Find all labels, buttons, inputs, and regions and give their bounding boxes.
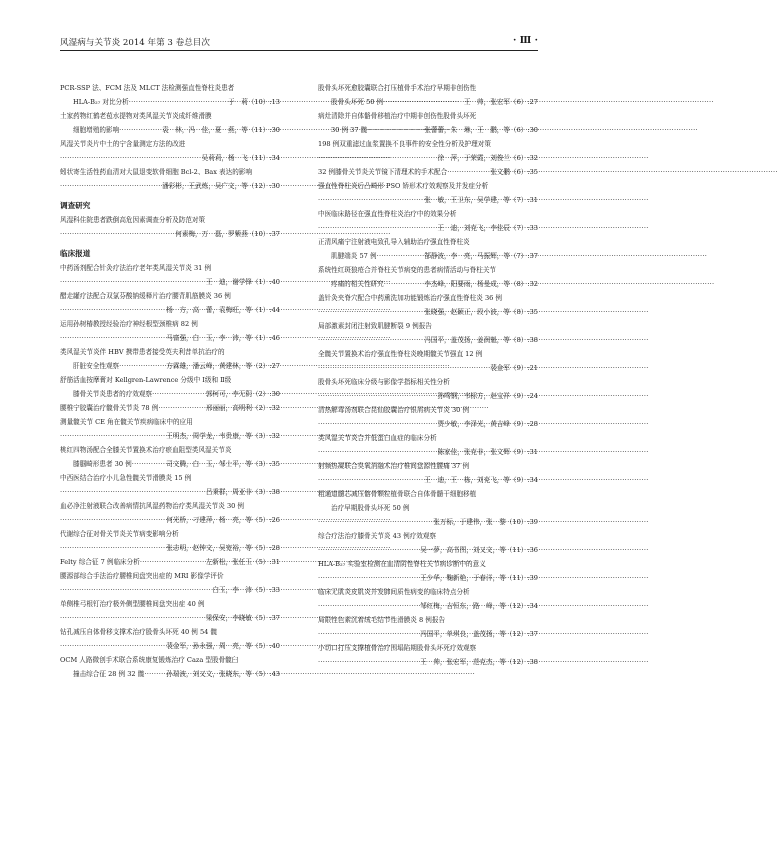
dot-leader bbox=[318, 361, 489, 375]
entry-title-line: 正清风痛宁注射液电致孔导入辅助治疗强直性脊柱炎 bbox=[318, 238, 470, 246]
dot-leader bbox=[318, 193, 423, 207]
entry-title-text: 膝骨关节炎患者的疗效观察 bbox=[73, 390, 153, 398]
author-issue-page: 陈家佳，张克非，张文辉（9）:31 bbox=[437, 448, 538, 456]
dot-leader bbox=[318, 599, 419, 613]
entry-title-line: 醋走罐疗法配合双氯芬酸钠缓释片治疗腰背肌筋膜炎 36 例 bbox=[60, 292, 231, 300]
dot-leader bbox=[60, 179, 161, 193]
entry-reference-line bbox=[318, 599, 538, 613]
dot-leader bbox=[318, 389, 436, 403]
entry-title-line: 粗通道髓芯减压髂骨颗粒植骨联合自体骨髓干细胞移植 bbox=[318, 490, 477, 498]
author-issue-page: 李杰峰，阳要雨，杨曼成，等（8）:32 bbox=[424, 280, 538, 288]
entry-title-line: 病灶清除并自体骼骨移植治疗中期非创伤性股骨头坏死 bbox=[318, 112, 477, 120]
entry-reference-line bbox=[60, 541, 280, 555]
dot-leader bbox=[318, 655, 419, 669]
entry-reference-line bbox=[318, 543, 538, 557]
dot-leader bbox=[318, 333, 423, 347]
entry-title-line: 测量髋关节 CE 角在髋关节疾病临床中的应用 bbox=[60, 418, 193, 426]
dot-leader bbox=[158, 401, 205, 415]
entry-reference-line bbox=[60, 583, 280, 597]
dot-leader bbox=[119, 123, 161, 137]
entry-reference-line bbox=[60, 151, 280, 165]
entry-title-line: 盖针灸夹脊穴配合中药熏洗加功能锻炼治疗强直性脊柱炎 36 例 bbox=[318, 294, 503, 302]
entry-reference-line bbox=[60, 555, 280, 569]
entry-title-line: 血必净注射液联合改善病情抗风湿药物治疗类风湿关节炎 30 例 bbox=[60, 502, 245, 510]
entry-reference-line bbox=[318, 417, 538, 431]
entry-reference-line bbox=[60, 359, 280, 373]
author-issue-page: 裴金军（9）:21 bbox=[490, 364, 538, 372]
dot-leader bbox=[318, 473, 423, 487]
entry-reference-line bbox=[318, 95, 538, 109]
dot-leader bbox=[60, 331, 165, 345]
entry-reference-line bbox=[60, 179, 280, 193]
entry-title-text: 肝脏安全性观察 bbox=[73, 362, 120, 370]
entry-title-text: 细胞增殖的影响 bbox=[73, 126, 120, 134]
entry-title-line: HLA-B₂₇ 实验室检测在血清阴性脊柱关节病诊断中的意义 bbox=[318, 560, 486, 568]
dot-leader bbox=[144, 667, 165, 681]
dot-leader bbox=[447, 165, 489, 179]
entry-title-line: 风湿科住院患者跌倒高危因素调查分析及防范对策 bbox=[60, 216, 206, 224]
entry-reference-line bbox=[318, 305, 538, 319]
author-issue-page: 冯国平，盖茂扬，姜润魁，等（8）:38 bbox=[424, 336, 538, 344]
entry-reference-line bbox=[60, 227, 280, 241]
entry-title-line: 股骨头坏死临床分级与影像学指标相关性分析 bbox=[318, 378, 450, 386]
entry-reference-line bbox=[60, 639, 280, 653]
author-issue-page: 王 帅，张宏军（6）:27 bbox=[463, 98, 538, 106]
dot-leader bbox=[377, 249, 424, 263]
entry-title-text: 腰椎宁胶囊治疗髋骨关节炎 78 例 bbox=[60, 404, 159, 412]
section-heading: 临床报道 bbox=[60, 249, 91, 258]
author-issue-page: 张蕾蕾，朱 琳，王 鹏，等（6）:30 bbox=[424, 126, 538, 134]
author-issue-page: 马富强，白 玉，李 沛，等（1）:46 bbox=[166, 334, 280, 342]
dot-leader bbox=[60, 275, 205, 289]
entry-title-line: 单侧椎弓根钉治疗极外侧型腰椎间盘突出症 40 例 bbox=[60, 600, 205, 608]
entry-title-line: 股骨头坏死愈胶囊联合打压植骨手术治疗早期非创伤性 bbox=[318, 84, 477, 92]
entry-reference-line bbox=[60, 485, 280, 499]
entry-title-line: 全髋关节置换术治疗强直性脊柱炎晚期髋关节强直 12 例 bbox=[318, 350, 483, 358]
author-issue-page: 邹红梅，吉恒东，路 峰，等（12）:34 bbox=[420, 602, 538, 610]
toc-right-column bbox=[318, 81, 538, 669]
entry-title-line: 舒筋活血按摩膏对 Kellgren-Lawrence 分级中 Ⅰ级和 Ⅱ级 bbox=[60, 376, 232, 384]
entry-title-line: 桃红四物汤配合全膝关节置换术治疗瘀血阻型类风湿关节炎 bbox=[60, 446, 232, 454]
entry-reference-line bbox=[318, 655, 538, 669]
author-issue-page: 孙鸣钢，韦标方，赵宝祥（9）:24 bbox=[437, 392, 538, 400]
author-issue-page: 张 敏，王卫东，吴学建，等（7）:31 bbox=[424, 196, 538, 204]
dot-leader bbox=[384, 277, 424, 291]
journal-title: 风湿病与关节炎 2014 年第 3 卷总目次 bbox=[60, 38, 210, 48]
entry-reference-line bbox=[60, 457, 280, 471]
author-issue-page: 潘彩彬，王武炼，吴广文，等（12）:30 bbox=[162, 182, 280, 190]
dot-leader bbox=[152, 387, 205, 401]
entry-title-text: 肌腱端炎 57 例 bbox=[331, 252, 377, 260]
entry-reference-line bbox=[318, 193, 538, 207]
author-issue-page: 张文鹏（6）:35 bbox=[490, 168, 538, 176]
entry-title-line: 中西医结合治疗小儿急性髋关节滑膜炎 15 例 bbox=[60, 474, 192, 482]
dot-leader bbox=[318, 151, 436, 165]
entry-title-line: 治疗早期股骨头坏死 50 例 bbox=[331, 504, 410, 512]
dot-leader bbox=[132, 457, 166, 471]
author-issue-page: 王明杰，周学龙，韦贵康，等（3）:32 bbox=[166, 432, 280, 440]
dot-leader bbox=[119, 359, 165, 373]
author-issue-page: 吴一夢，高书图，刘又文，等（11）:36 bbox=[420, 546, 538, 554]
running-header bbox=[60, 36, 538, 52]
entry-title-line: 代谢综合征对骨关节炎关节病变影响分析 bbox=[60, 530, 179, 538]
section-heading: 调查研究 bbox=[60, 201, 91, 210]
author-issue-page: 何光桥，刁建萍，杨 亮，等（5）:26 bbox=[166, 516, 280, 524]
entry-reference-line bbox=[60, 387, 280, 401]
entry-reference-line bbox=[318, 515, 538, 529]
entry-reference-line bbox=[60, 401, 280, 415]
entry-title-line: 类风湿关节炎伴 HBV 携带患者接受英夫利昔单抗治疗的 bbox=[60, 348, 225, 356]
author-issue-page: 王 迪，刘克飞，李佳辰（7）:33 bbox=[437, 224, 538, 232]
author-issue-page: 王少华，鞠新艳，于春洋，等（11）:39 bbox=[420, 574, 538, 582]
dot-leader bbox=[367, 123, 423, 137]
entry-reference-line bbox=[318, 571, 538, 585]
entry-reference-line bbox=[318, 389, 538, 403]
entry-title-text: 股骨头坏死 50 例 bbox=[331, 98, 384, 106]
author-issue-page: 方霖雄，潘云峰，黄建林，等（2）:27 bbox=[166, 362, 280, 370]
entry-reference-line bbox=[60, 275, 280, 289]
author-issue-page: 王 迪，王 栋，刘克飞，等（9）:34 bbox=[424, 476, 538, 484]
header-rule bbox=[60, 50, 538, 51]
author-issue-page: 王 帅，张宏军，范克杰，等（12）:38 bbox=[420, 658, 538, 666]
author-issue-page: 何素梅，万 磊，罗紫燕（10）:37 bbox=[175, 230, 280, 238]
entry-reference-line bbox=[318, 445, 538, 459]
author-issue-page: 贾少敏，李泽光，黄吉峰（9）:28 bbox=[437, 420, 538, 428]
author-issue-page: 左新松，张任玉（5）:31 bbox=[205, 558, 280, 566]
entry-title-line: 蚓状寄生活性药血清对大鼠退变软骨细胞 Bcl-2、Bax 表达的影响 bbox=[60, 168, 253, 176]
entry-title-line: 系统性红斑狼疮合并脊柱关节病变的患者病情活动与脊柱关节 bbox=[318, 266, 497, 274]
entry-reference-line bbox=[60, 303, 280, 317]
author-issue-page: 郜静波，李 亮，马振辉，等（7）:37 bbox=[424, 252, 538, 260]
dot-leader bbox=[140, 555, 205, 569]
author-issue-page: 张万标，于建伟，张 黎（10）:39 bbox=[433, 518, 538, 526]
author-issue-page: 孙瑞波，刘又文，张晓东，等（5）:43 bbox=[166, 670, 280, 678]
entry-reference-line bbox=[318, 473, 538, 487]
entry-title-line: PCR-SSP 法、FCM 法及 MLCT 法检测强直性脊柱炎患者 bbox=[60, 84, 235, 92]
dot-leader bbox=[318, 627, 419, 641]
dot-leader bbox=[318, 417, 436, 431]
dot-leader bbox=[60, 611, 205, 625]
entry-title-text: 疼痛的相关性研究 bbox=[331, 280, 384, 288]
author-issue-page: 袁 林，冯 佳，夏 燕，等（11）:30 bbox=[162, 126, 280, 134]
entry-reference-line bbox=[60, 429, 280, 443]
author-issue-page: 司文腾，白 玉，邹士平，等（3）:35 bbox=[166, 460, 280, 468]
entry-title-line: 临床无肌炎皮肌炎并发肺间质性病变的临床特点分析 bbox=[318, 588, 470, 596]
entry-reference-line bbox=[60, 95, 280, 109]
author-issue-page: 张晓强，赵颖正，段小波，等（8）:35 bbox=[424, 308, 538, 316]
entry-title-line: 小切口打压支撑植骨治疗围塌陷期股骨头坏死疗效观察 bbox=[318, 644, 477, 652]
author-issue-page: 裴金军，孙永强，周 亮，等（5）:40 bbox=[166, 642, 280, 650]
dot-leader bbox=[318, 543, 419, 557]
entry-reference-line bbox=[318, 165, 538, 179]
entry-title-text: 撞击综合征 28 例 32 髋 bbox=[73, 670, 145, 678]
author-issue-page: 杨 方，高 蕾，袁梅旺，等（1）:44 bbox=[166, 306, 280, 314]
entry-title-line: 综合疗法治疗膝骨关节炎 43 例疗效观察 bbox=[318, 532, 437, 540]
entry-title-text: 32 例膝骨关节炎关节镜下清理术的手术配合 bbox=[318, 168, 448, 176]
entry-reference-line bbox=[318, 361, 538, 375]
entry-title-line: 运用孙树椿教授经验治疗神经根型颈椎病 82 例 bbox=[60, 320, 198, 328]
entry-title-line: 类风湿关节炎合并低蛋白血症的临床分析 bbox=[318, 434, 437, 442]
entry-title-text: Felty 综合征 7 例临床分析 bbox=[60, 558, 140, 566]
author-issue-page: 吴莉莉，杨 飞（11）:34 bbox=[201, 154, 280, 162]
author-issue-page: 梁保安，李晓敏（5）:37 bbox=[205, 614, 280, 622]
entry-title-text: HLA-B₂₇ 对比分析 bbox=[73, 98, 129, 106]
dot-leader bbox=[60, 303, 165, 317]
entry-title-line: 中药汤剂配合针灸疗法治疗老年类风湿关节炎 31 例 bbox=[60, 264, 212, 272]
dot-leader bbox=[60, 485, 205, 499]
entry-reference-line bbox=[60, 667, 280, 681]
entry-title-line: 射频热凝联合臭氧消融术治疗椎间盘源性腰痛 37 例 bbox=[318, 462, 470, 470]
entry-reference-line bbox=[60, 123, 280, 137]
entry-reference-line bbox=[60, 611, 280, 625]
entry-reference-line bbox=[318, 277, 538, 291]
entry-title-line: 钻孔减压自体骨移支撑术治疗股骨头坏死 40 例 54 髋 bbox=[60, 628, 218, 636]
entry-reference-line bbox=[318, 123, 538, 137]
dot-leader bbox=[318, 221, 436, 235]
dot-leader bbox=[129, 95, 227, 109]
entry-title-line: 中医临床路径在强直性脊柱炎治疗中的效果分析 bbox=[318, 210, 457, 218]
entry-reference-line bbox=[318, 151, 538, 165]
entry-title-line: 清热解毒汤剂联合昆仙胶囊治疗银屑病关节炎 30 例 bbox=[318, 406, 470, 414]
author-issue-page: 王 迪，谢学锋（1）:40 bbox=[205, 278, 280, 286]
dot-leader bbox=[318, 305, 423, 319]
dot-leader bbox=[60, 541, 165, 555]
entry-title-line: 强直性脊柱炎后凸畸形 PSO 矫形术疗效观察及并发症分析 bbox=[318, 182, 489, 190]
entry-title-line: OCM 人路微创手术联合系统康复锻炼治疗 Caza 型股骨髋臼 bbox=[60, 656, 239, 664]
dot-leader bbox=[60, 513, 165, 527]
entry-reference-line bbox=[318, 221, 538, 235]
author-issue-page: 吕秉群，周亚非（3）:38 bbox=[205, 488, 280, 496]
entry-title-line: 局部激素封闭注射致肌腱断裂 9 例报告 bbox=[318, 322, 432, 330]
entry-reference-line bbox=[60, 331, 280, 345]
dot-leader bbox=[318, 571, 419, 585]
dot-leader bbox=[60, 151, 201, 165]
entry-title-line: 风湿关节炎片中土的宁含量测定方法的改进 bbox=[60, 140, 186, 148]
entry-reference-line bbox=[60, 513, 280, 527]
author-issue-page: 冯国平，单琪良，盖茂扬，等（12）:37 bbox=[420, 630, 538, 638]
author-issue-page: 徐 萍，于荣霞，刘俊兰（6）:32 bbox=[437, 154, 538, 162]
entry-title-text: 30 例 37 髋 bbox=[331, 126, 368, 134]
dot-leader bbox=[60, 639, 165, 653]
toc-left-column bbox=[60, 81, 280, 681]
entry-reference-line bbox=[318, 333, 538, 347]
entry-title-line: 土家药物红鹤老苞水提物对类风湿关节炎成纤维滑膜 bbox=[60, 112, 212, 120]
dot-leader bbox=[60, 227, 174, 241]
author-issue-page: 邢丽丽，高明利（2）:32 bbox=[205, 404, 280, 412]
entry-title-line: 198 例双重滤过血浆置换不良事件的安全性分析及护理对策 bbox=[318, 140, 491, 148]
entry-title-text: 膝腘畸形患者 30 例 bbox=[73, 460, 132, 468]
dot-leader bbox=[60, 429, 165, 443]
entry-title-line: 腰源部综合手法治疗腰椎间盘突出症的 MRI 影像学评价 bbox=[60, 572, 224, 580]
author-issue-page: 白玉，李 沛（5）:33 bbox=[212, 586, 280, 594]
dot-leader bbox=[318, 515, 432, 529]
dot-leader bbox=[318, 445, 436, 459]
author-issue-page: 于 莉（10）:13 bbox=[228, 98, 280, 106]
entry-reference-line bbox=[318, 249, 538, 263]
dot-leader bbox=[383, 95, 463, 109]
entry-title-line: 局限性色素沉着绒毛结节性滑膜炎 8 例报告 bbox=[318, 616, 446, 624]
entry-reference-line bbox=[318, 627, 538, 641]
dot-leader bbox=[60, 583, 211, 597]
page-number: · Ⅲ · bbox=[512, 35, 538, 46]
author-issue-page: 张志明，赵钟文，吴宽裕，等（5）:28 bbox=[166, 544, 280, 552]
author-issue-page: 郭柯可，李无阴（2）:30 bbox=[205, 390, 280, 398]
